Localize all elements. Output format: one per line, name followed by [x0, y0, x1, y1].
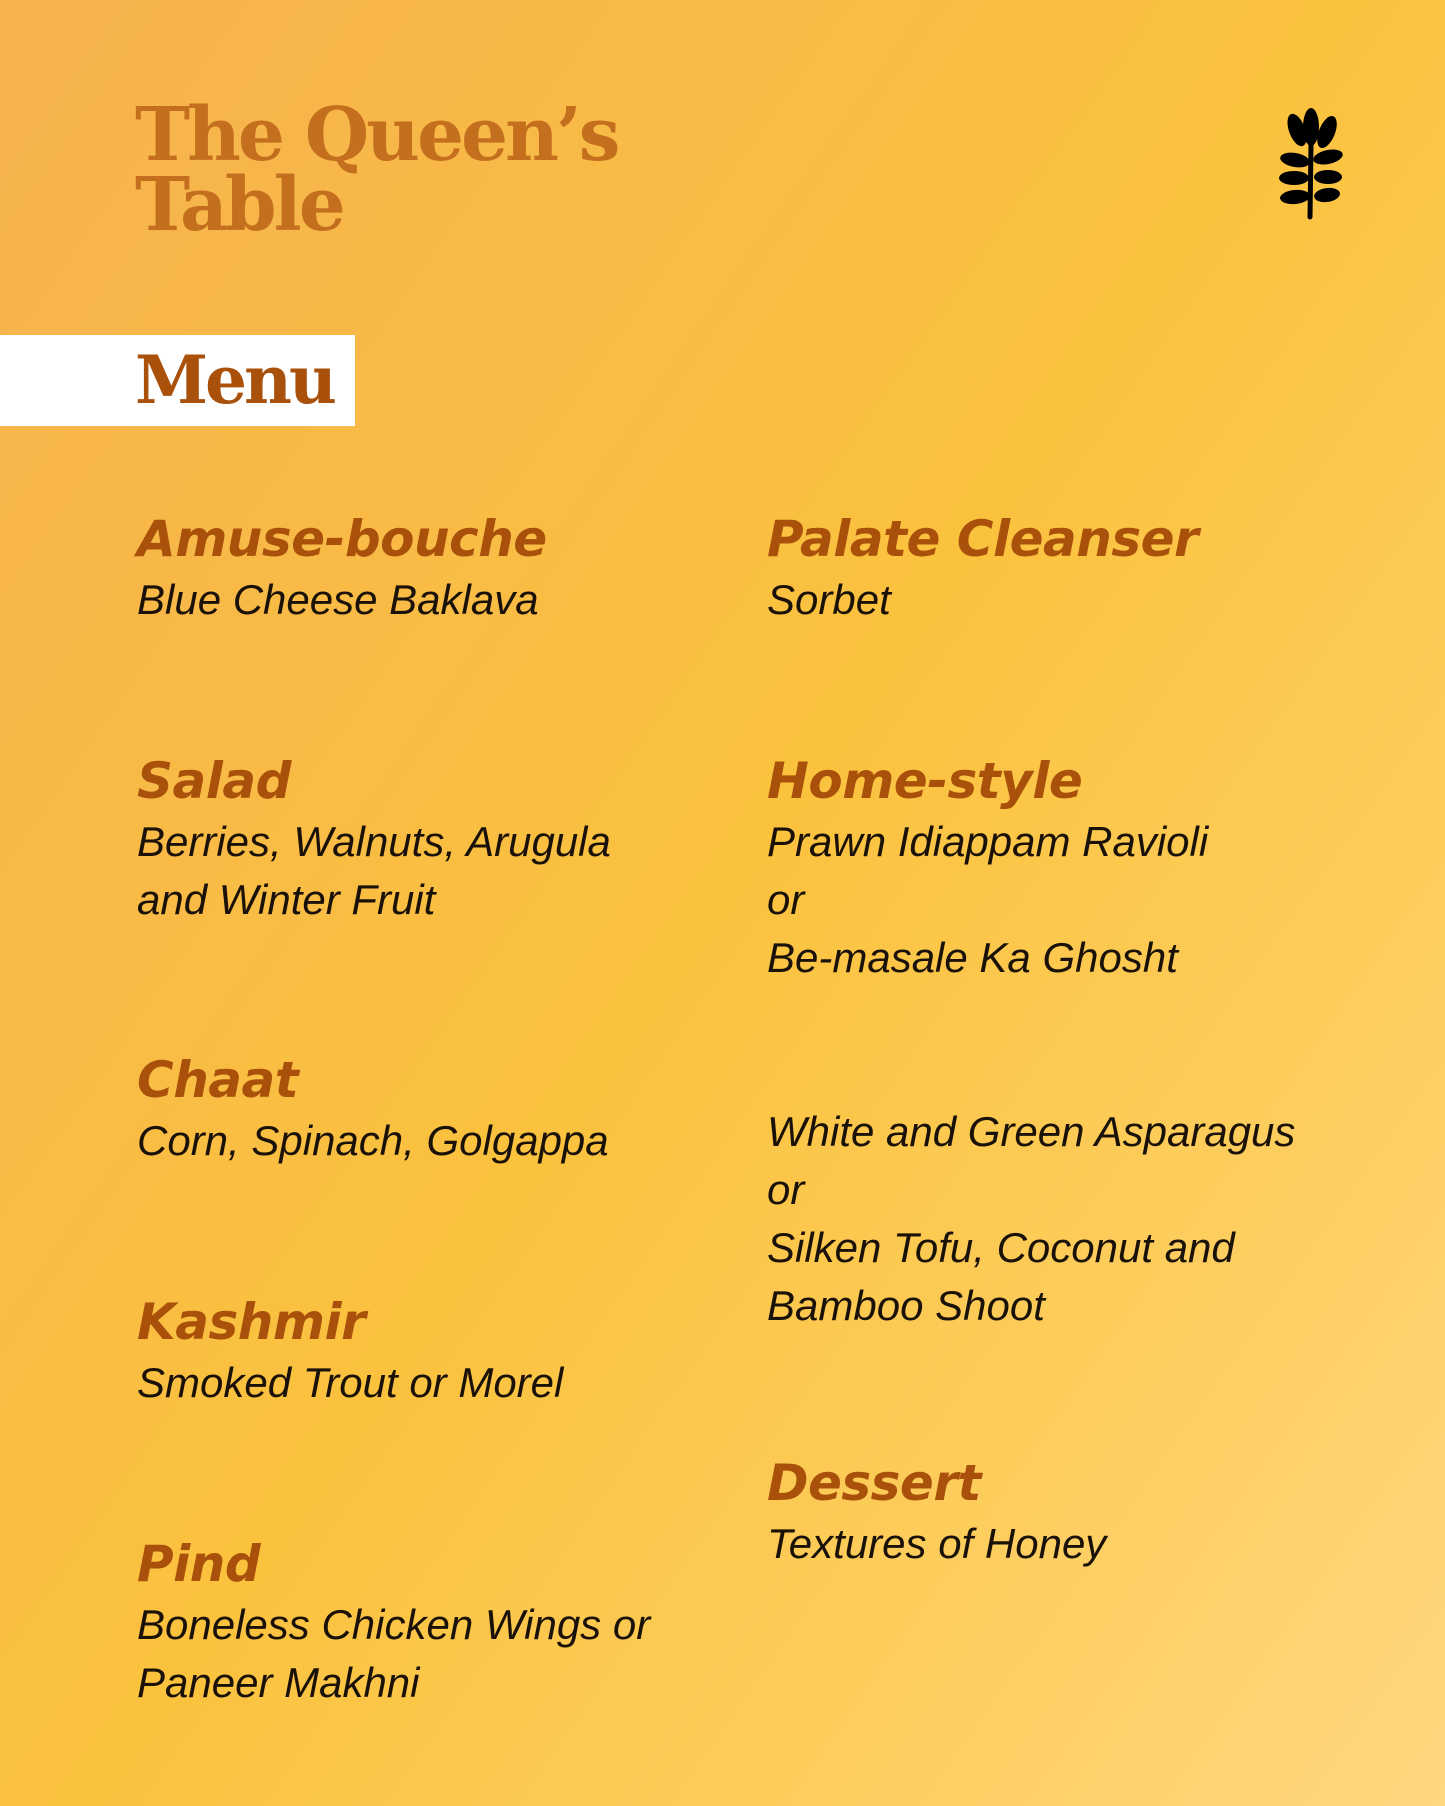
course-pind [137, 1532, 650, 1712]
course-heading: Home-style [767, 752, 1083, 810]
course-item: Paneer Makhni [137, 1659, 420, 1706]
menu-label-box [0, 335, 355, 426]
course-item: Smoked Trout or Morel [137, 1359, 564, 1406]
course-heading: Salad [137, 752, 291, 810]
course-heading: Pind [137, 1535, 261, 1593]
menu-label: Menu [135, 341, 335, 419]
leaf-sprig-icon [1275, 105, 1345, 220]
course-item: Textures of Honey [767, 1520, 1107, 1567]
course-heading: Amuse-bouche [137, 510, 547, 568]
course-home-style [767, 749, 1208, 987]
course-chaat [137, 1048, 609, 1170]
course-item: and Winter Fruit [137, 876, 436, 923]
course-item: Berries, Walnuts, Arugula [137, 818, 611, 865]
course-dessert [767, 1451, 1106, 1573]
course-item: Be-masale Ka Ghosht [767, 934, 1178, 981]
title-line-2: Table [135, 162, 343, 248]
course-item: Sorbet [767, 576, 891, 623]
course-item: or [767, 1166, 805, 1213]
title-line-1: The Queen’s [135, 92, 618, 178]
course-heading: Dessert [767, 1454, 981, 1512]
course-item: White and Green Asparagus [767, 1108, 1296, 1155]
course-item: Bamboo Shoot [767, 1282, 1045, 1329]
course-item: Prawn Idiappam Ravioli [767, 818, 1209, 865]
restaurant-title [135, 92, 618, 248]
course-vegetarian-option [767, 1103, 1295, 1335]
course-palate-cleanser [767, 507, 1198, 629]
course-heading: Kashmir [137, 1293, 366, 1351]
course-item: Blue Cheese Baklava [137, 576, 539, 623]
course-salad [137, 749, 611, 929]
course-heading: Palate Cleanser [767, 510, 1199, 568]
course-heading: Chaat [137, 1051, 299, 1109]
course-item: Boneless Chicken Wings or [137, 1601, 651, 1648]
course-item: or [767, 876, 805, 923]
course-kashmir [137, 1290, 563, 1412]
course-item: Silken Tofu, Coconut and [767, 1224, 1235, 1271]
course-amuse-bouche [137, 507, 547, 629]
course-item: Corn, Spinach, Golgappa [137, 1117, 609, 1164]
